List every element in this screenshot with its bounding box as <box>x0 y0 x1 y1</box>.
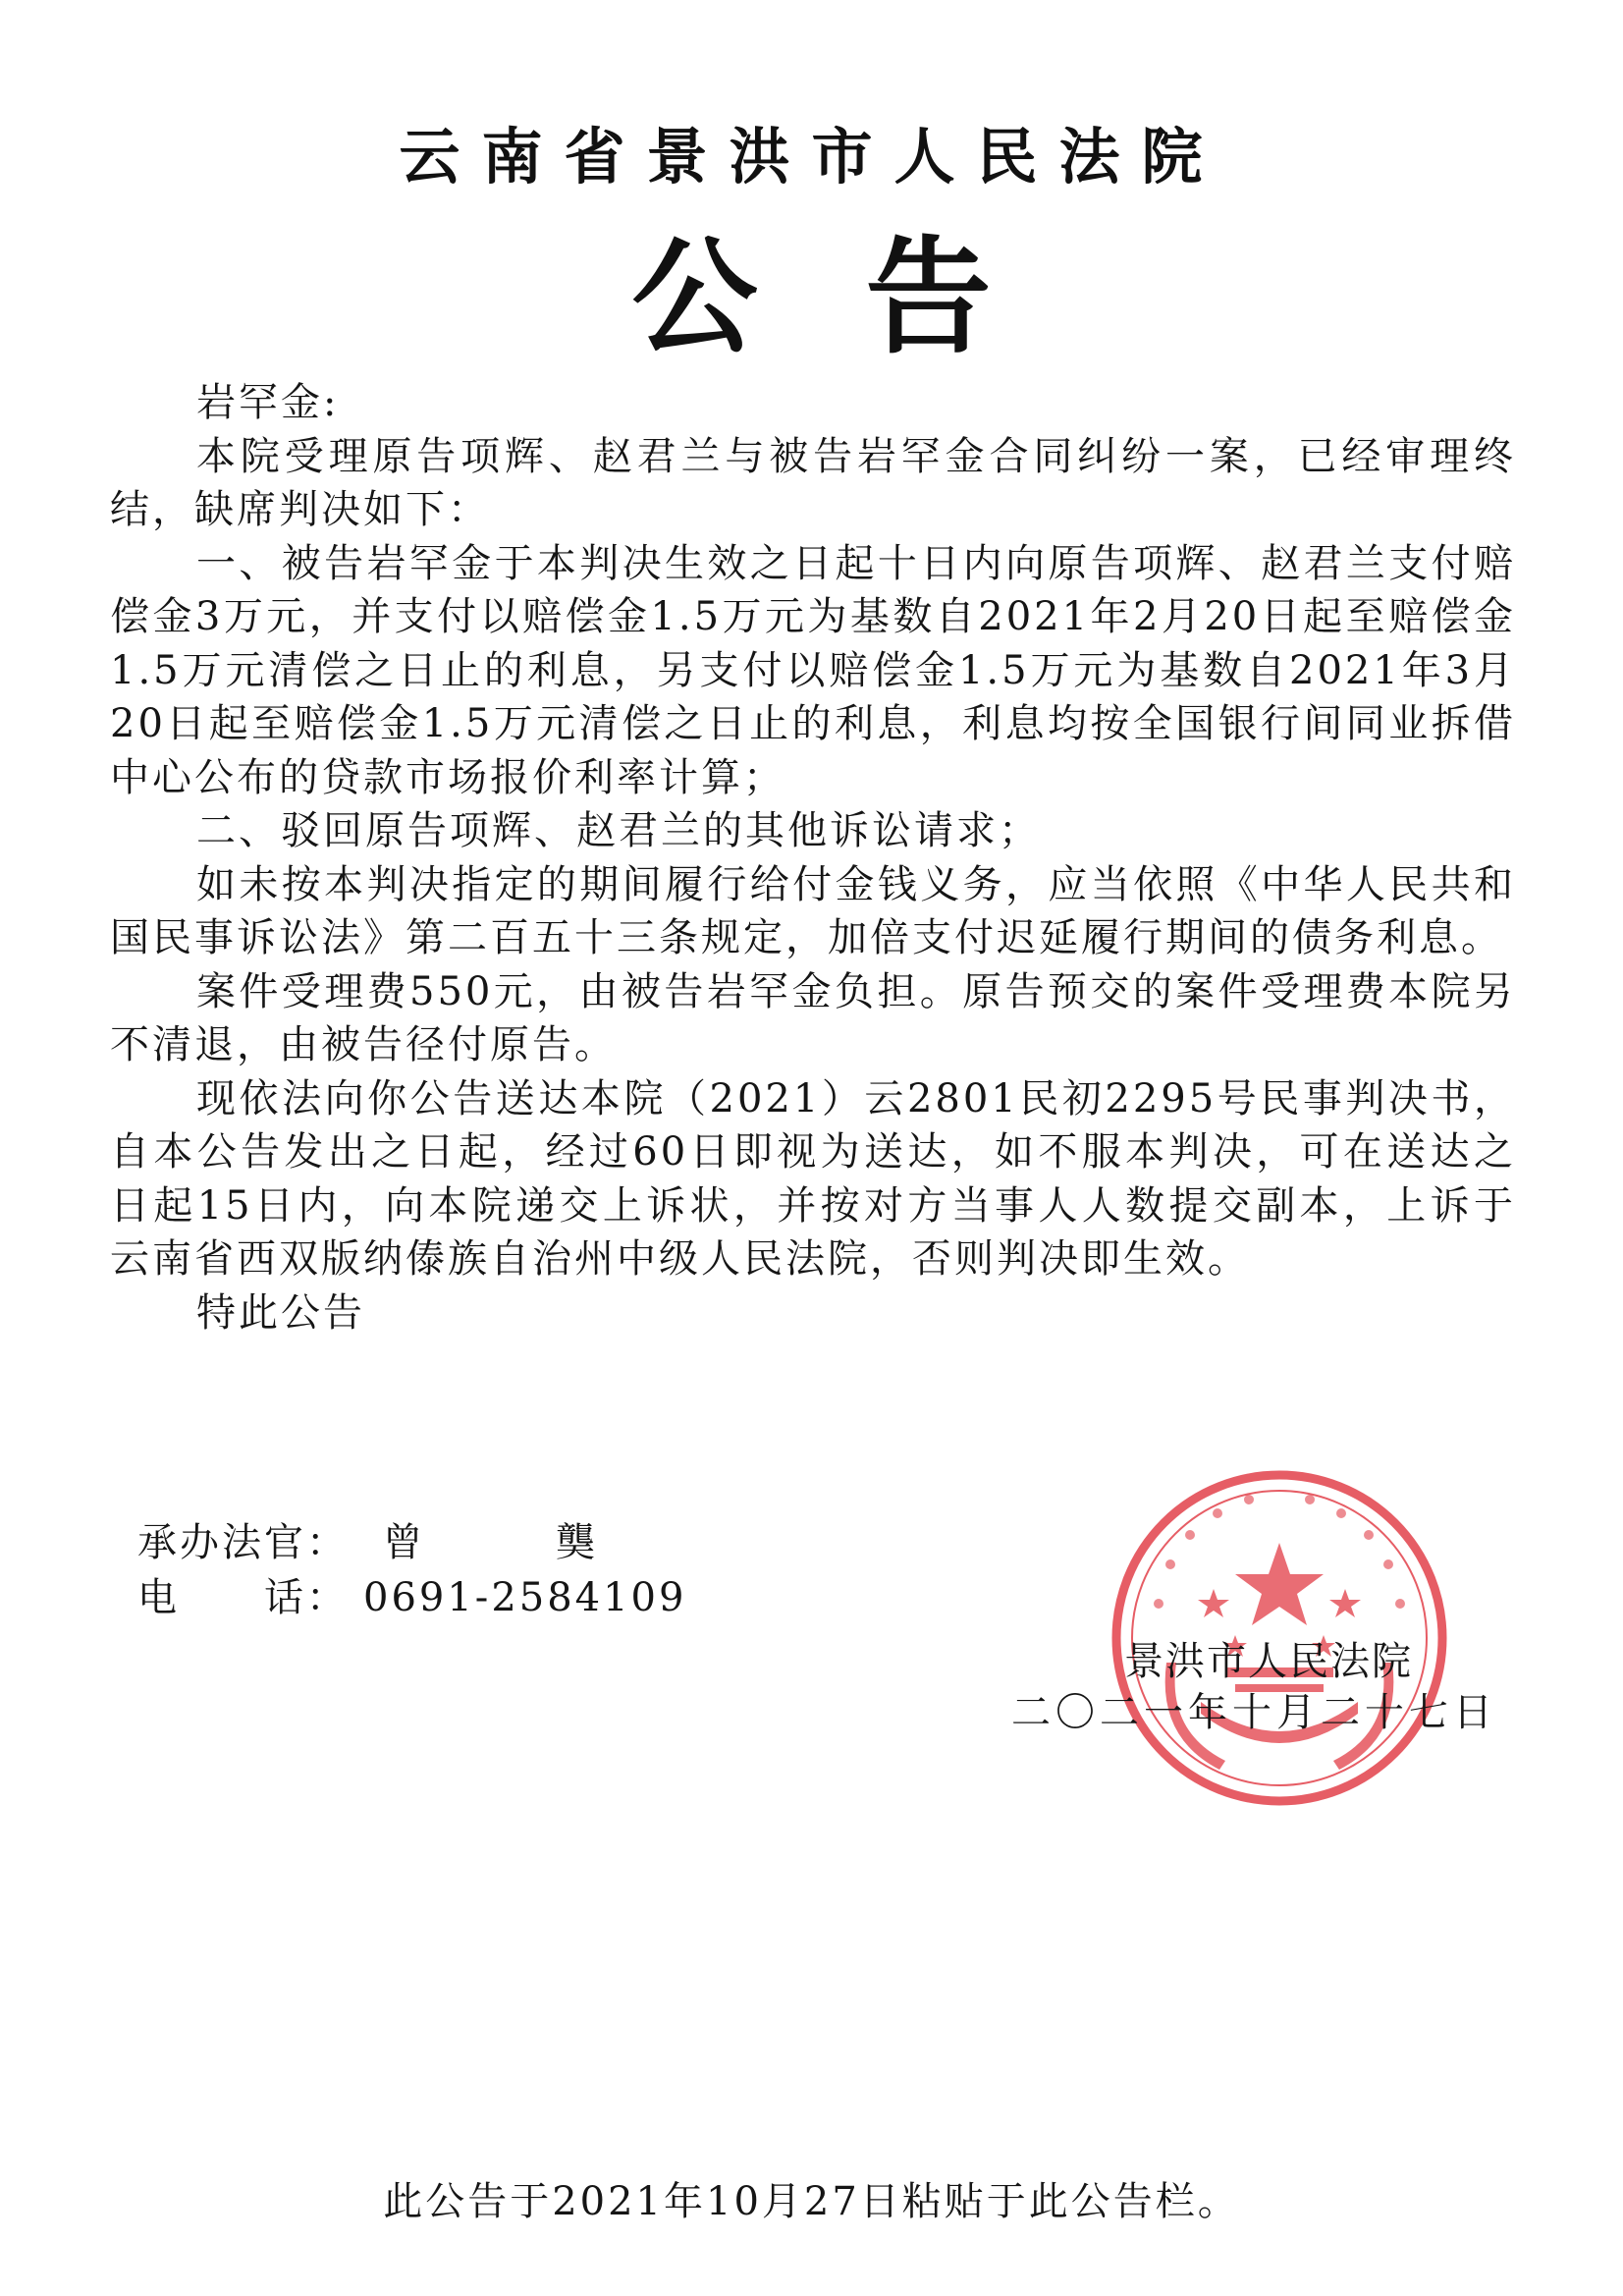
phone-row <box>137 1570 686 1625</box>
phone-label: 电 话： <box>137 1575 349 1620</box>
paragraph-case-fee: 案件受理费550元，由被告岩罕金负担。原告预交的案件受理费本院另不清退，由被告径付原告。 <box>110 968 1516 1067</box>
addressee: 岩罕金: <box>196 380 340 425</box>
document-title: 公告 <box>631 225 1100 371</box>
judge-label: 承办法官： <box>137 1520 349 1565</box>
contact-block <box>137 1515 686 1625</box>
paragraph-case-intro: 本院受理原告项辉、赵君兰与被告岩罕金合同纠纷一案，已经审理终结，缺席判决如下： <box>110 433 1516 532</box>
issue-date: 二〇二一年十月二十七日 <box>1011 1690 1497 1735</box>
notice-body <box>110 376 1516 1339</box>
paragraph-judgment-item-1: 一、被告岩罕金于本判决生效之日起十日内向原告项辉、赵君兰支付赔偿金3万元，并支付以赔偿金1.5万元为基数自2021年2月20日起至赔偿金1.5万元清偿之日止的利息，另支付以赔偿金1.5万元为基数自2021年3月20日起至赔偿金1.5万元清偿之日止的利息，利息均按全国银行间同业拆借中心公布的贷款市场报价利率计算； <box>110 540 1516 800</box>
court-name-heading: 云南省景洪市人民法院 <box>399 121 1224 192</box>
judge-name: 曾 龑 <box>383 1520 642 1565</box>
judge-row <box>137 1515 686 1570</box>
phone-number: 0691-2584109 <box>363 1575 687 1620</box>
paragraph-late-payment: 如未按本判决指定的期间履行给付金钱义务，应当依照《中华人民共和国民事诉讼法》第二百五十三条规定，加倍支付迟延履行期间的债务利息。 <box>110 861 1516 960</box>
paragraph-closing: 特此公告 <box>196 1289 365 1336</box>
paragraph-judgment-item-2: 二、驳回原告项辉、赵君兰的其他诉讼请求； <box>196 808 1041 853</box>
posting-note: 此公告于2021年10月27日粘贴于此公告栏。 <box>383 2179 1240 2224</box>
issuing-court: 景洪市人民法院 <box>1124 1639 1413 1684</box>
paragraph-service-appeal: 现依法向你公告送达本院（2021）云2801民初2295号民事判决书，自本公告发出之日起，经过60日即视为送达，如不服本判决，可在送达之日起15日内，向本院递交上诉状，并按对方当事人人数提交副本，上诉于云南省西双版纳傣族自治州中级人民法院，否则判决即生效。 <box>110 1075 1516 1282</box>
